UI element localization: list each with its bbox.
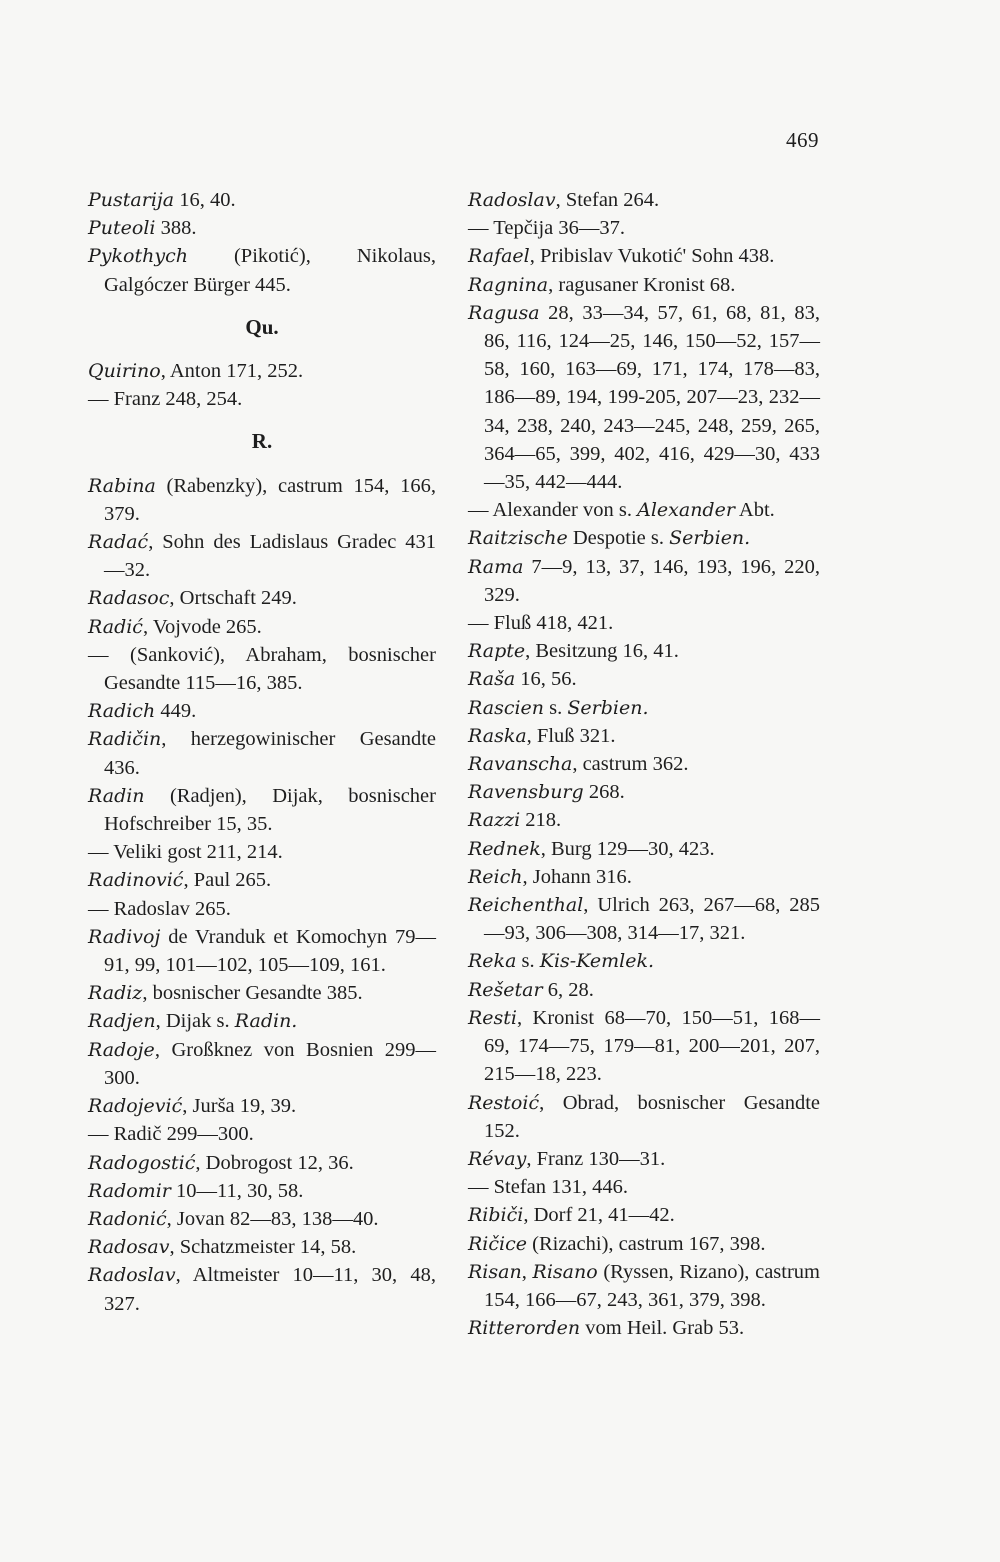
index-entry [468,806,820,834]
index-entry [468,1314,820,1342]
index-entry-text: , Besitzung 16, 41. [525,640,679,663]
index-entry [468,1201,820,1229]
index-entry [88,1261,436,1317]
index-entry [88,1177,436,1205]
index-entry-text: , Fluß 321. [526,724,616,747]
index-headword: Reich [468,865,523,888]
index-entry-text: , Dorf 21, 41—42. [523,1204,675,1227]
index-entry-text: 449. [155,700,197,723]
index-column-right [468,186,820,1342]
index-entry-text: 218. [520,809,562,832]
index-subentry: — Fluß 418, 421. [468,612,614,635]
index-headword: Radać [88,531,149,554]
index-entry-text: , Dijak s. [155,1010,235,1033]
index-entry-text: , Pribislav Vukotić' Sohn 438. [529,245,775,268]
index-entry-text: , ragusaner Kronist 68. [548,273,736,296]
index-entry [468,496,820,524]
index-headword: Radin [88,784,145,807]
index-headword: Rafael [468,245,530,268]
index-headword: Ravensburg [468,781,584,804]
index-entry [468,778,820,806]
index-entry [88,979,436,1007]
index-headword: Radoslav [468,189,556,211]
index-subentry: — Alexander von s. [468,499,638,522]
section-heading: Qu. [245,314,279,339]
index-headword: Radojević [88,1095,183,1118]
index-headword: Ragusa [468,301,540,324]
index-entry [88,923,436,979]
index-entry-text: s. [544,696,568,719]
index-entry [88,214,436,242]
index-entry [88,613,436,641]
index-entry [468,609,820,637]
index-entry-text: , Dobrogost 12, 36. [195,1151,354,1174]
index-entry-text: , Großknez von Bosnien 299—300. [104,1038,436,1089]
index-entry [88,641,436,697]
index-entry [468,1258,820,1314]
index-entry-text: 10—11, 30, 58. [170,1179,304,1202]
index-entry [88,186,436,214]
index-entry [88,782,436,838]
index-headword: Rednek [468,837,541,860]
index-headword: Révay [468,1147,527,1170]
index-entry-text: (Pikotić), Nikolaus, Galgóczer Bürger 445. [104,245,436,296]
index-entry-text: , Vojvode 265. [142,615,262,638]
index-entry-text: , Ortschaft 249. [169,587,297,610]
index-headword: Rama [468,555,524,578]
index-entry [88,472,436,528]
index-cross-reference: Risano [532,1260,598,1283]
index-headword: Pustarija [88,189,175,211]
index-entry [468,1145,820,1173]
page-number: 469 [786,128,819,152]
index-entry [468,1230,820,1258]
index-entry [88,357,436,385]
index-entry-text: , Kronist 68—70, 150—51, 168—69, 174—75, 179—81, 200—201, 207, 215—18, 223. [484,1006,820,1086]
index-cross-reference: Serbien. [567,696,649,719]
index-headword: Radogostić [88,1151,196,1174]
index-column-left [88,186,436,1318]
index-entry-text: , Schatzmeister 14, 58. [169,1236,357,1259]
index-entry [88,385,436,413]
index-entry [88,697,436,725]
index-subentry: — Franz 248, 254. [88,388,243,411]
index-entry-text: Despotie s. [567,527,670,550]
index-entry-text: , Altmeister 10—11, 30, 48, 327. [104,1264,436,1315]
index-headword: Raša [468,668,516,691]
index-entry [468,891,820,947]
index-headword: Radich [88,700,156,723]
index-headword: Radonić [88,1207,167,1230]
index-entry-text: , Sohn des Ladislaus Gradec 431—32. [104,531,436,582]
index-entry [468,553,820,609]
index-headword: Radjen [88,1010,156,1033]
index-headword: Radoslav [88,1264,176,1287]
index-entry-text: 6, 28. [542,978,594,1001]
index-entry-tail: (Ryssen, Rizano), castrum 154, 166—67, 243, 361, 379, 398. [484,1260,820,1311]
index-entry [468,637,820,665]
index-entry-text: , Jurša 19, 39. [182,1095,297,1118]
index-entry [468,694,820,722]
index-entry-tail: Abt. [734,499,775,522]
index-cross-reference: Kis-Kemlek. [539,950,655,973]
index-entry [88,1149,436,1177]
index-entry [468,242,820,270]
index-cross-reference: Serbien. [669,527,751,550]
index-entry [468,1004,820,1089]
index-headword: Rapte [468,640,526,663]
index-entry [468,524,820,552]
index-headword: Radić [88,615,143,638]
index-entry [88,1120,436,1148]
index-entry [468,665,820,693]
index-entry-text: s. [516,950,540,973]
index-entry [468,722,820,750]
index-entry [468,214,820,242]
index-entry [88,866,436,894]
index-headword: Rabina [88,474,156,497]
index-headword: Ribiči [468,1204,524,1227]
index-entry-text: 16, 56. [515,668,577,691]
index-entry-text: 388. [155,217,197,240]
index-entry [468,1173,820,1201]
index-entry-text: , Jovan 82—83, 138—40. [166,1207,379,1230]
index-headword: Quirino [88,360,161,383]
index-subentry: — Veliki gost 211, 214. [88,841,283,864]
index-entry [468,186,820,214]
index-entry [88,895,436,923]
index-headword: Radivoj [88,925,161,948]
index-entry [468,1089,820,1145]
index-headword: Ritterorden [468,1317,581,1340]
index-entry-text: 268. [583,781,625,804]
index-entry [88,1036,436,1092]
index-headword: Rešetar [468,978,543,1001]
index-cross-reference: Alexander [637,499,735,522]
index-headword: Resti [468,1006,518,1029]
index-headword: Raska [468,724,527,747]
index-entry-text: , Paul 265. [183,869,272,892]
index-entry [88,1205,436,1233]
index-headword: Pykothych [88,245,188,268]
index-entry-text: , Ulrich 263, 267—68, 285—93, 306—308, 314—17, 321. [484,894,820,945]
index-entry-text: , castrum 362. [572,753,689,776]
index-subentry: — (Sanković), Abraham, bosnischer Gesandte 115—16, 385. [88,643,436,695]
index-entry [88,584,436,612]
index-headword: Raitzische [468,527,568,550]
index-entry [88,1233,436,1261]
index-headword: Radiz [88,982,143,1005]
index-headword: Razzi [468,809,521,832]
index-entry-text: , Burg 129—30, 423. [540,837,715,860]
index-entry-text: , Stefan 264. [555,189,660,211]
index-headword: Restoić [468,1091,540,1114]
index-entry [468,976,820,1004]
index-entry-text: , [521,1260,533,1283]
index-cross-reference: Radin. [234,1010,298,1033]
index-entry [88,838,436,866]
index-headword: Radoje [88,1038,155,1061]
index-entry-text: 16, 40. [174,189,236,211]
index-entry [88,725,436,781]
index-subentry: — Radič 299—300. [88,1123,254,1146]
index-entry-text: vom Heil. Grab 53. [580,1317,745,1340]
index-entry-text: 28, 33—34, 57, 61, 68, 81, 83, 86, 116, 124—25, 146, 150—52, 157—58, 160, 163—69, 171, 174, 178—83, 186—89, 194, 199-205, 207—23, 232—34, 238, 240, 243—245, 248, 259, 265, 364—65, 399, 402, 416, 429—30, 433—35, 442—444. [484,301,820,494]
index-entry-text: , Johann 316. [522,865,632,888]
index-subentry: — Stefan 131, 446. [468,1176,628,1199]
index-entry [468,863,820,891]
index-entry [468,271,820,299]
index-entry [468,750,820,778]
index-headword: Puteoli [88,217,156,240]
index-entry-text: , bosnischer Gesandte 385. [142,982,363,1005]
index-entry-text: , Franz 130—31. [526,1147,666,1170]
index-headword: Reichenthal [468,894,584,917]
index-subentry: — Radoslav 265. [88,897,231,920]
index-headword: Risan [468,1260,522,1283]
section-heading: R. [251,429,273,454]
index-entry-text: (Radjen), Dijak, bosnischer Hofschreiber 15, 35. [104,784,436,836]
index-headword: Ragnina [468,273,549,296]
index-headword: Radičin [88,728,162,751]
index-entry-text: , Anton 171, 252. [160,360,304,383]
index-entry-text: (Rabenzky), castrum 154, 166, 379. [104,474,436,525]
index-entry-text: de Vranduk et Komochyn 79—91, 99, 101—102, 105—109, 161. [104,925,436,977]
index-headword: Radomir [88,1179,171,1202]
index-entry [88,242,436,298]
index-entry [88,1007,436,1035]
index-headword: Ričice [468,1232,527,1255]
index-entry-text: , Obrad, bosnischer Gesandte 152. [484,1091,820,1142]
index-entry [88,1092,436,1120]
index-entry-text: 7—9, 13, 37, 146, 193, 196, 220, 329. [484,555,820,606]
index-entry [88,528,436,584]
index-headword: Radasoc [88,587,170,610]
index-subentry: — Tepčija 36—37. [468,217,626,240]
index-headword: Radosav [88,1236,170,1259]
index-headword: Reka [468,950,517,973]
index-entry-text: , herzegowinischer Gesandte 436. [104,728,436,779]
index-entry-text: (Rizachi), castrum 167, 398. [527,1232,766,1255]
index-entry [468,947,820,975]
index-headword: Radinović [88,869,184,892]
index-headword: Ravanscha [468,753,573,776]
index-entry [468,299,820,496]
index-entry [468,835,820,863]
index-headword: Rascien [468,696,545,719]
